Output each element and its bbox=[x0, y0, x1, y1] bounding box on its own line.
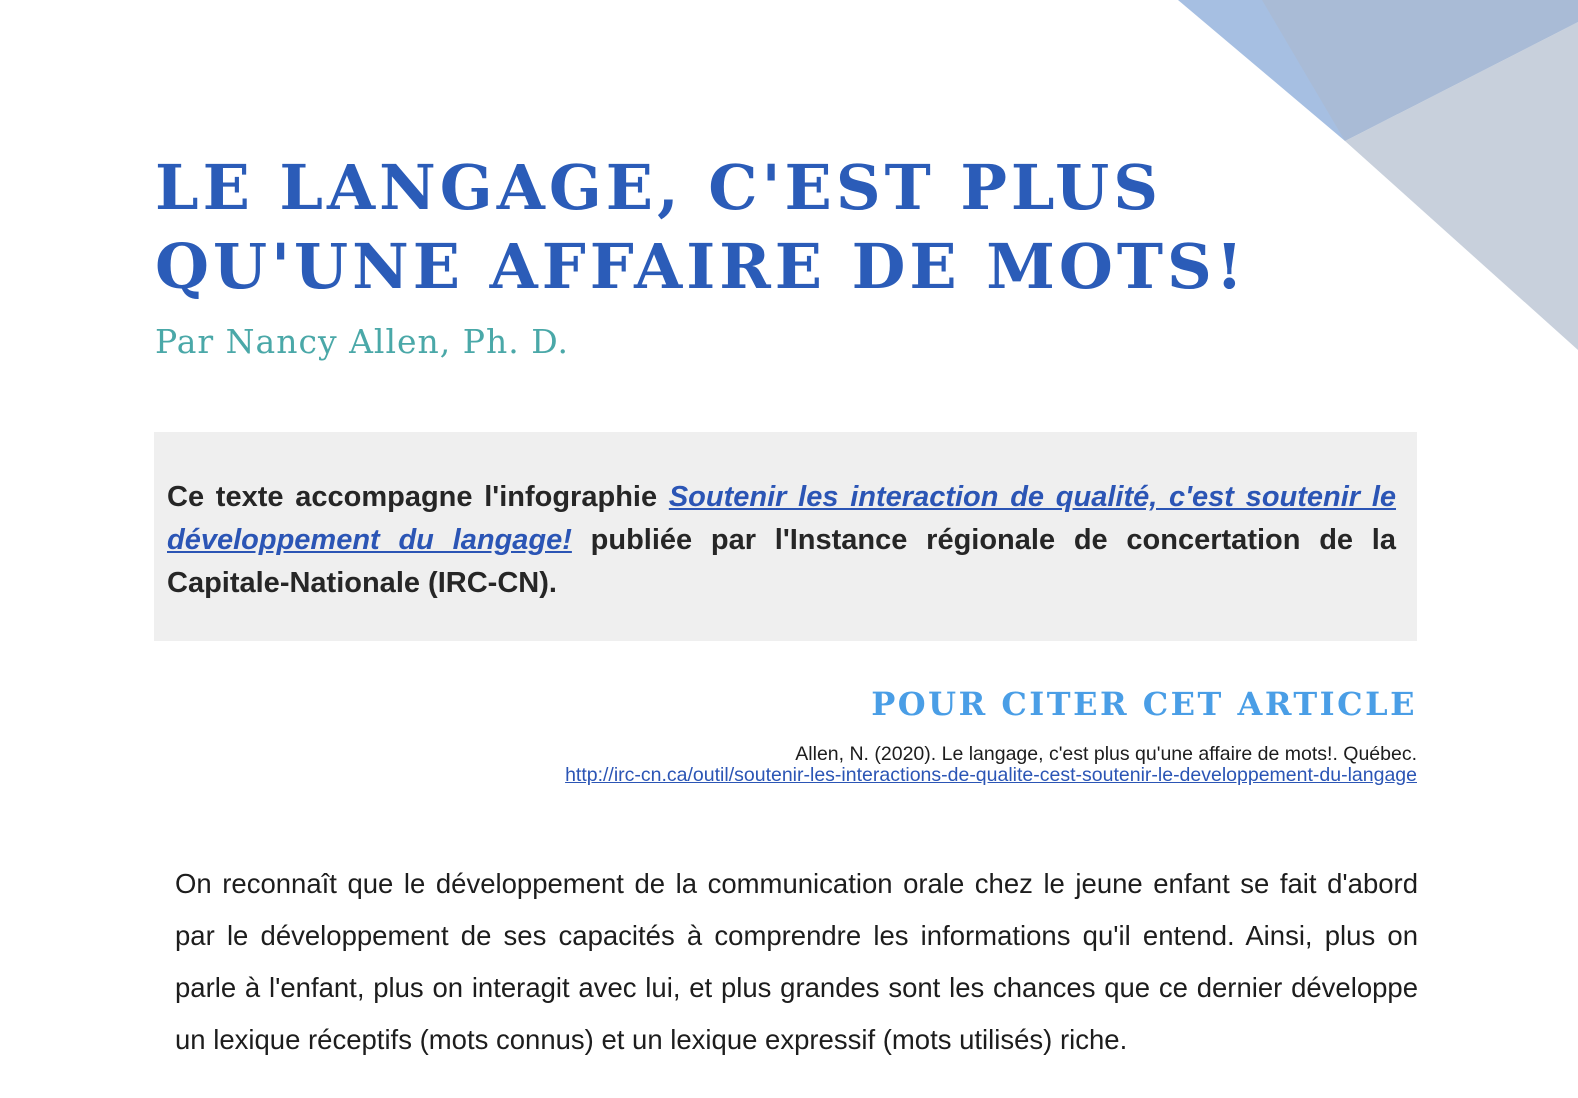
callout-prefix: Ce texte accompagne l'infographie bbox=[167, 481, 669, 513]
citation-url-link[interactable]: http://irc-cn.ca/outil/soutenir-les-interactions-de-qualite-cest-soutenir-le-developpement-du-langage bbox=[565, 764, 1417, 786]
citation-block bbox=[565, 744, 1417, 786]
citation-heading: POUR CITER CET ARTICLE bbox=[871, 685, 1417, 723]
callout-suffix: publiée par l'Instance régionale de concertation de la Capitale-Nationale (IRC-CN). bbox=[167, 524, 1396, 599]
callout-text bbox=[167, 476, 1396, 605]
citation-reference: Allen, N. (2020). Le langage, c'est plus qu'une affaire de mots!. Québec. bbox=[795, 743, 1417, 765]
title-line-1: LE LANGAGE, C'EST PLUS bbox=[155, 151, 1162, 224]
body-paragraph: On reconnaît que le développement de la communication orale chez le jeune enfant se fait d'abord par le développement de ses capacités à comprendre les informations qu'il entend. Ainsi, plus on parle à l'enfant, plus on interagit avec lui, et plus grandes sont les chances que ce dernier développe un lexique réceptifs (mots connus) et un lexique expressif (mots utilisés) riche. bbox=[175, 868, 1418, 1055]
title-line-2: QU'UNE AFFAIRE DE MOTS! bbox=[155, 230, 1247, 303]
author-byline: Par Nancy Allen, Ph. D. bbox=[155, 322, 569, 361]
page-title bbox=[155, 148, 1385, 306]
infographic-link[interactable]: Soutenir les interaction de qualité, c'est soutenir le développement du langage! bbox=[167, 481, 1397, 556]
infographic-callout bbox=[154, 432, 1417, 641]
